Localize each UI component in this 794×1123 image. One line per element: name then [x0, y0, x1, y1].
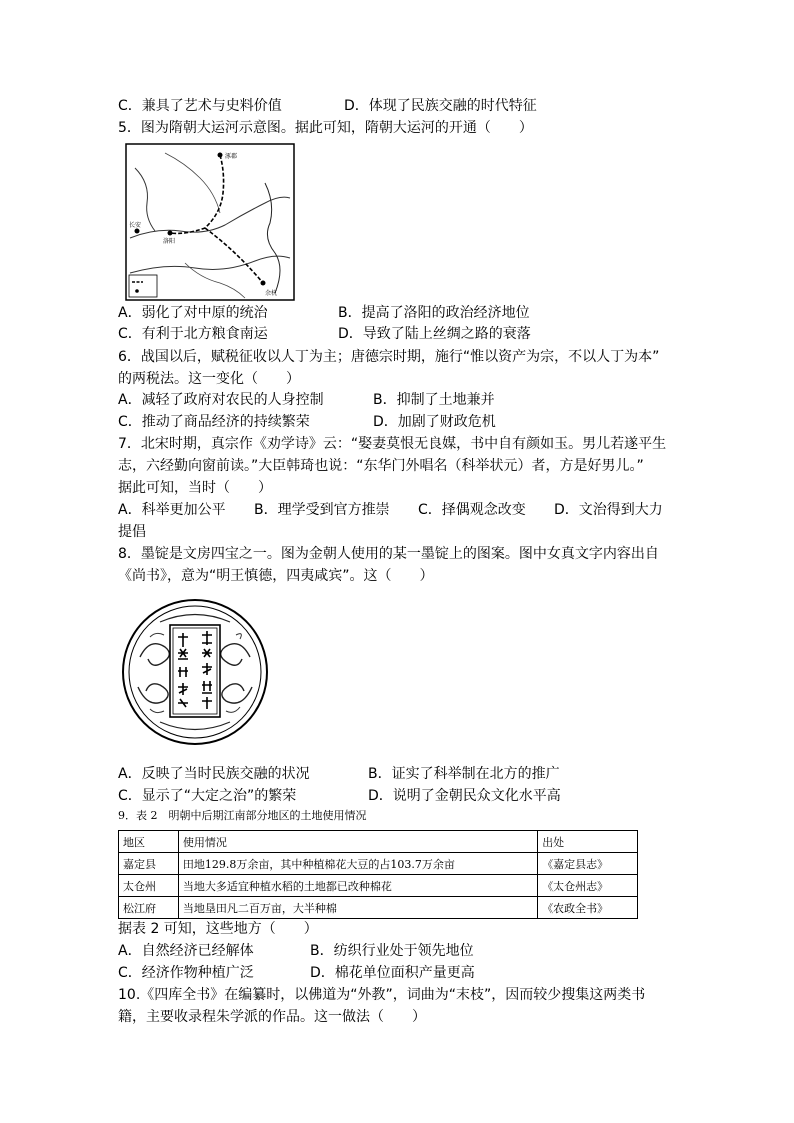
table-header-cell: 出处 [538, 831, 638, 853]
q7-option-d-continued: 提倡 [118, 524, 146, 540]
usage-cell: 当地大多适宜种植水稻的土地都已改种棉花 [178, 875, 537, 897]
q6-option-a: A．减轻了政府对农民的人身控制 [118, 392, 324, 408]
q5-option-c: C．有利于北方粮食南运 [118, 326, 268, 342]
q6-option-d: D．加剧了财政危机 [373, 414, 496, 430]
region-cell: 松江府 [119, 897, 179, 919]
table-row [119, 853, 638, 875]
map-label-zhuojun: 涿郡 [225, 153, 238, 160]
source-cell: 《太仓州志》 [538, 875, 638, 897]
q9-option-c: C．经济作物种植广泛 [118, 965, 254, 981]
table-header-row [119, 831, 638, 853]
q10-stem-line1: 10.《四库全书》在编纂时，以佛道为“外教”，词曲为“末枝”，因而较少搜集这两类书 [118, 987, 646, 1003]
q8-option-d: D．说明了金朝民众文化水平高 [368, 788, 561, 804]
table-row [119, 875, 638, 897]
q9-option-b: B．纺织行业处于领先地位 [310, 943, 474, 959]
q7-option-a: A．科举更加公平 [118, 502, 226, 518]
usage-cell: 当地垦田凡二百万亩，大半种棉 [178, 897, 537, 919]
q5-stem: 5．图为隋朝大运河示意图。据此可知，隋朝大运河的开通（ ） [118, 120, 533, 136]
map-label-yuhang: 余杭 [265, 290, 278, 297]
table-header-cell: 使用情况 [178, 831, 537, 853]
usage-cell: 田地129.8万余亩，其中种植棉花大豆的占103.7万余亩 [178, 853, 537, 875]
q4-option-c: C．兼具了艺术与史料价值 [118, 98, 282, 114]
map-label-luoyang: 洛阳 [163, 238, 176, 245]
q9-stem: 据表 2 可知，这些地方（ ） [118, 921, 318, 937]
q9-option-a: A．自然经济已经解体 [118, 943, 254, 959]
q10-stem-line2: 籍，主要收录程朱学派的作品。这一做法（ ） [118, 1009, 426, 1025]
q6-option-c: C．推动了商品经济的持续繁荣 [118, 414, 310, 430]
q8-option-b: B．证实了科举制在北方的推广 [368, 766, 560, 782]
source-cell: 《农政全书》 [538, 897, 638, 919]
table-row [119, 897, 638, 919]
q8-stem-line1: 8．墨锭是文房四宝之一。图为金朝人使用的某一墨锭上的图案。图中女真文字内容出自 [118, 546, 659, 562]
q6-stem-line1: 6．战国以后，赋税征收以人丁为主；唐德宗时期，施行“惟以资产为宗，不以人丁为本” [118, 349, 660, 365]
q6-stem-line2: 的两税法。这一变化（ ） [118, 371, 300, 387]
q8-option-a: A．反映了当时民族交融的状况 [118, 766, 310, 782]
q7-option-c: C．择偶观念改变 [418, 502, 526, 518]
map-label-changan: 长安 [129, 222, 142, 229]
ink-stick-seal-image [120, 597, 270, 747]
q5-option-b: B．提高了洛阳的政治经济地位 [338, 305, 530, 321]
q6-option-b: B．抑制了土地兼并 [373, 392, 495, 408]
land-use-table [118, 830, 638, 919]
q5-option-a: A．弱化了对中原的统治 [118, 305, 268, 321]
region-cell: 太仓州 [119, 875, 179, 897]
q7-stem-line2: 志，六经勤向窗前读。”大臣韩琦也说：“东华门外唱名（科举状元）者，方是好男儿。” [118, 458, 644, 474]
q4-option-d: D．体现了民族交融的时代特征 [344, 98, 537, 114]
q7-option-d: D．文治得到大力 [554, 502, 663, 518]
q7-stem-line3: 据此可知，当时（ ） [118, 480, 272, 496]
q8-option-c: C．显示了“大定之治”的繁荣 [118, 788, 297, 804]
grand-canal-map [125, 143, 295, 301]
q8-stem-line2: 《尚书》，意为“明王慎德，四夷咸宾”。这（ ） [118, 568, 434, 584]
q7-option-b: B．理学受到官方推崇 [254, 502, 390, 518]
source-cell: 《嘉定县志》 [538, 853, 638, 875]
q9-table-caption: 9．表 2 明朝中后期江南部分地区的土地使用情况 [118, 809, 367, 822]
table-header-cell: 地区 [119, 831, 179, 853]
q9-option-d: D．棉花单位面积产量更高 [310, 965, 475, 981]
region-cell: 嘉定县 [119, 853, 179, 875]
q5-option-d: D．导致了陆上丝绸之路的衰落 [338, 326, 531, 342]
q7-stem-line1: 7．北宋时期，真宗作《劝学诗》云：“娶妻莫恨无良媒，书中自有颜如玉。男儿若遂平生 [118, 436, 667, 452]
